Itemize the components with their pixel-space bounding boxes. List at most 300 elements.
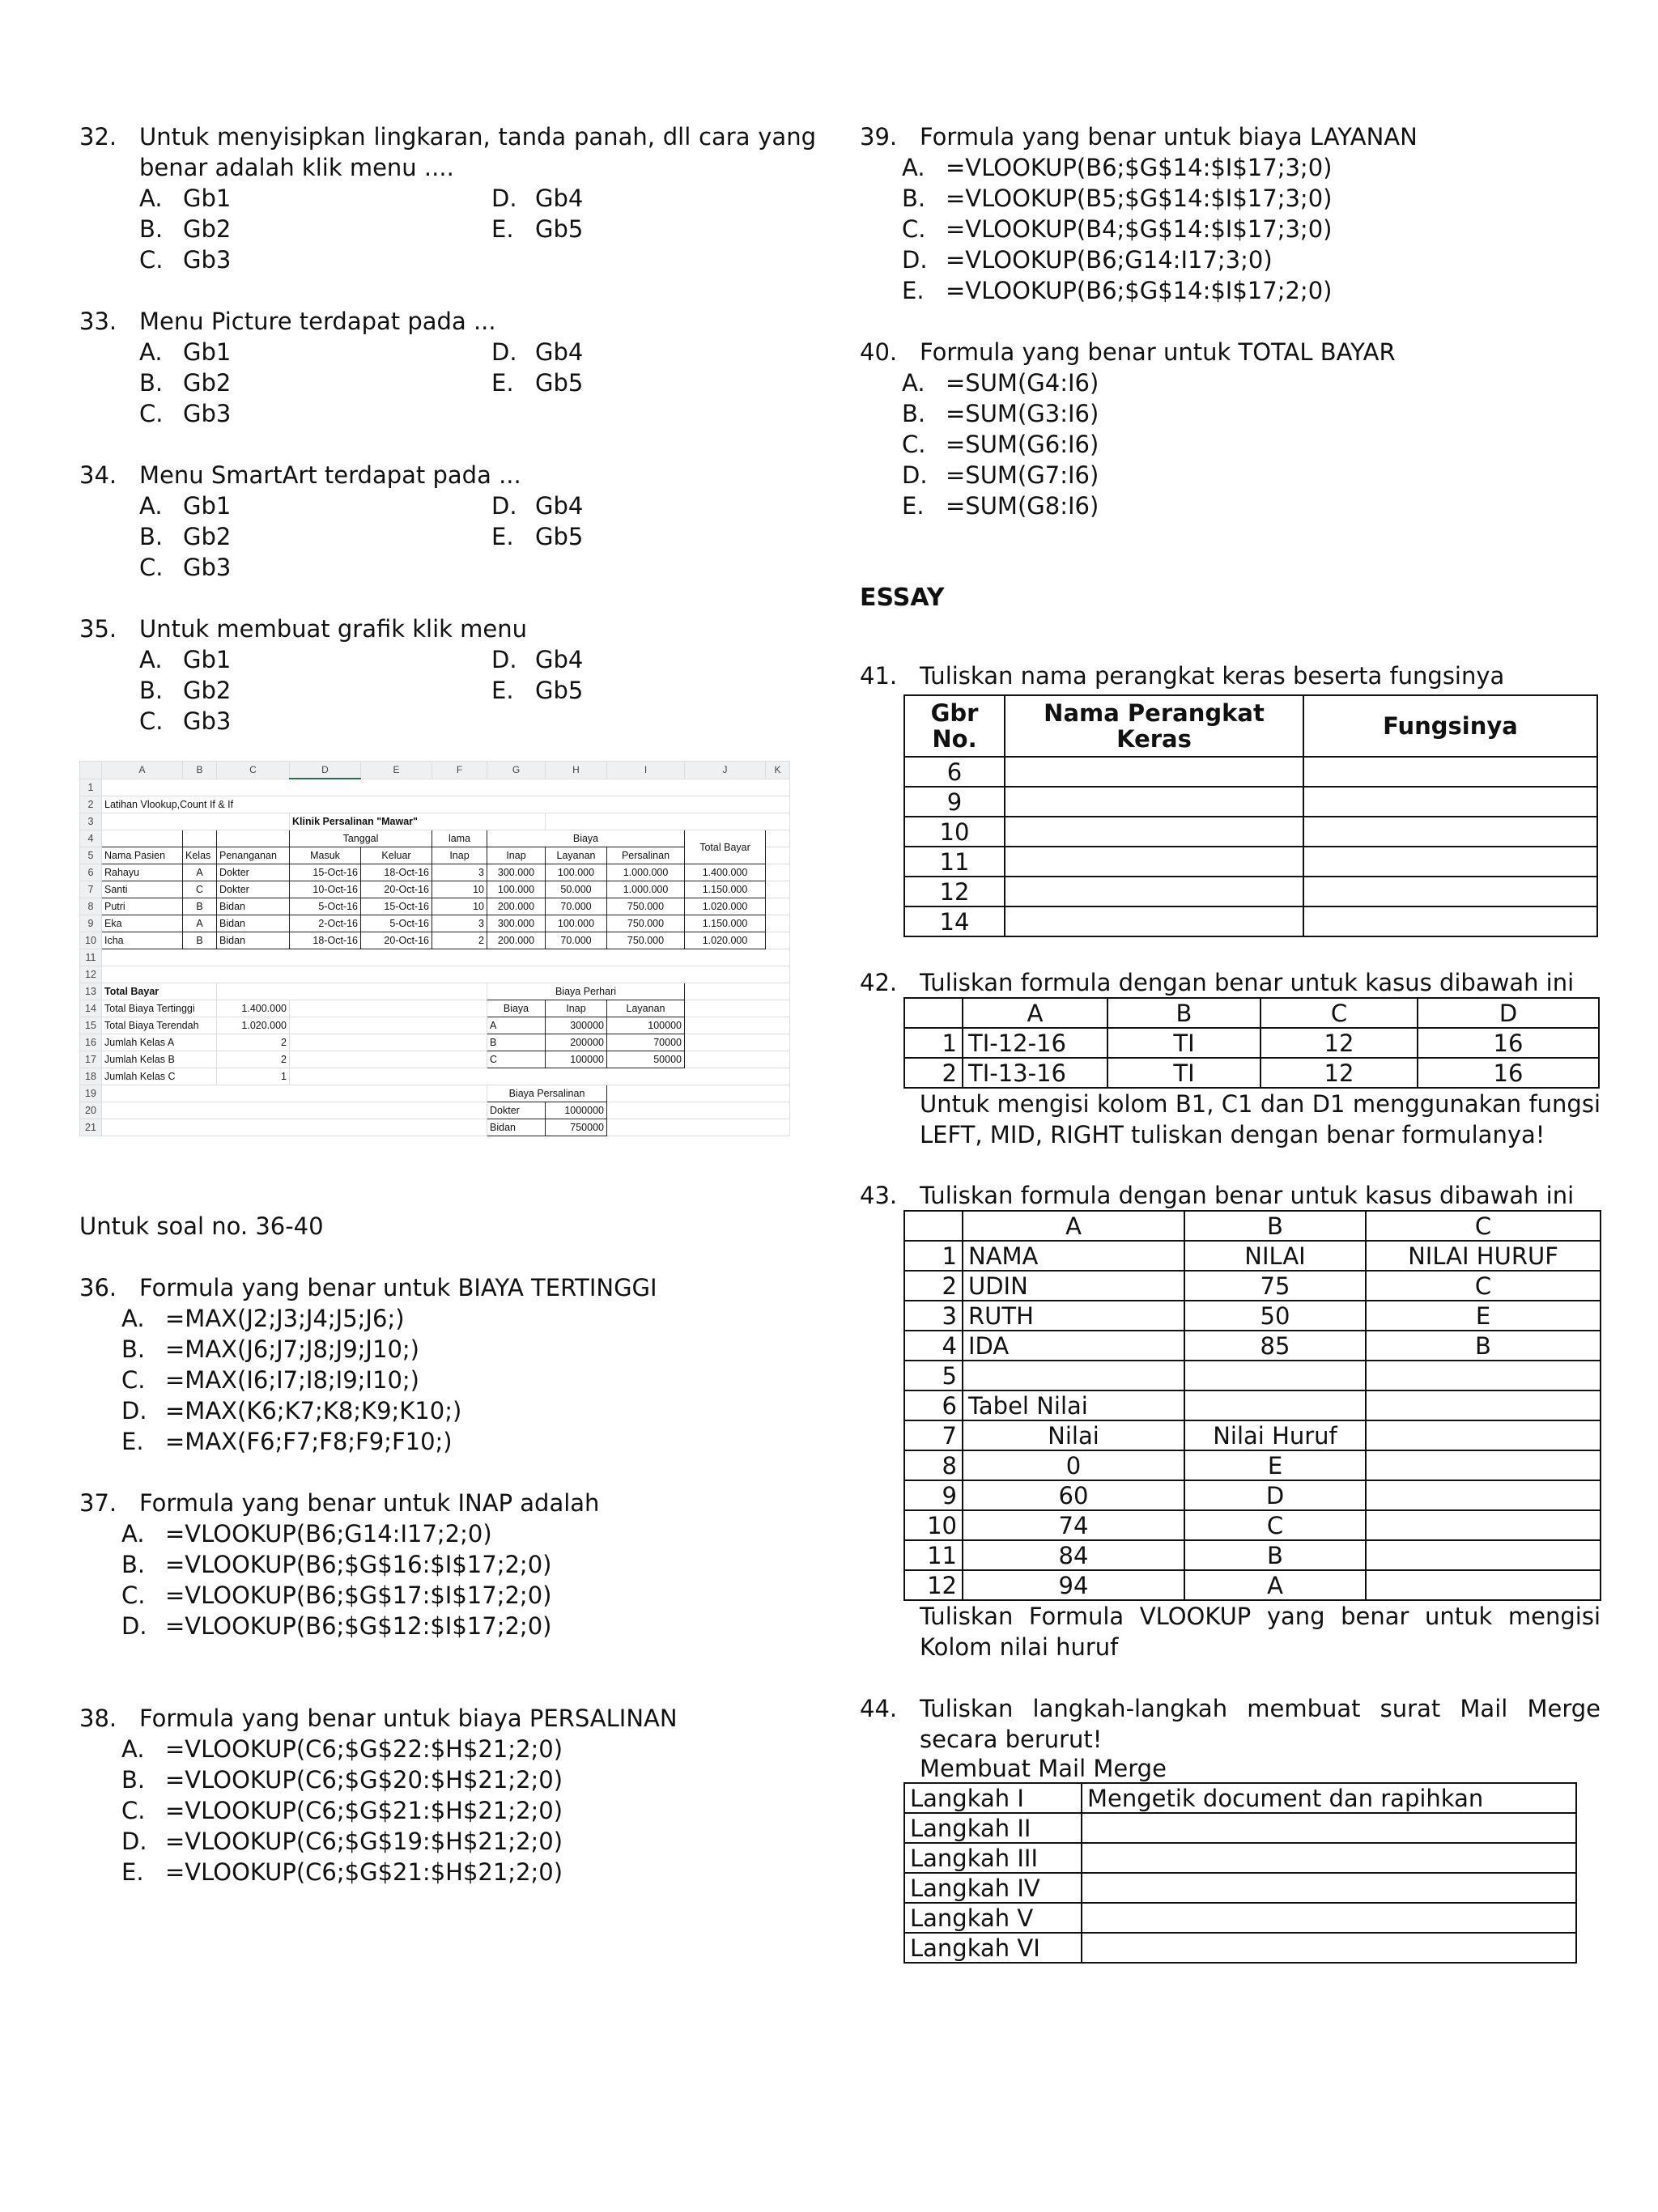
option-letter: B. (121, 1335, 146, 1363)
col-header[interactable]: F (432, 762, 487, 779)
question-text: Tuliskan formula dengan benar untuk kasus dibawah ini (920, 1182, 1575, 1209)
option-letter: C. (121, 1582, 146, 1609)
cell: A (1184, 1570, 1366, 1600)
persalinan-cell: 1000000 (546, 1102, 607, 1119)
cell: Dokter (217, 864, 290, 881)
header-cell: Inap (487, 847, 546, 864)
header-biaya: Biaya (487, 830, 685, 847)
answer-cell[interactable] (1005, 757, 1303, 787)
cell: 5 (904, 1361, 963, 1390)
summary-label: Jumlah Kelas C (102, 1068, 217, 1085)
option-letter: E. (491, 369, 514, 397)
option-letter: A. (139, 338, 163, 366)
cell (102, 949, 790, 966)
table-row (904, 1301, 1601, 1331)
question-text: Tuliskan langkah-langkah membuat surat Mail Merge secara berurut! (920, 1695, 1601, 1753)
col-header[interactable]: H (546, 762, 607, 779)
cell: 750.000 (607, 915, 685, 932)
cell (290, 1068, 790, 1085)
option-text: =SUM(G3:I6) (946, 400, 1099, 427)
cell: 3 (432, 915, 487, 932)
cell: TI-12-16 (963, 1028, 1107, 1058)
cell: 16 (1418, 1058, 1599, 1088)
answer-cell[interactable] (1005, 817, 1303, 847)
perhari-cell: 100000 (607, 1017, 685, 1034)
row-number: 8 (80, 898, 102, 915)
row-number: 12 (80, 966, 102, 983)
option-text: Gb5 (535, 677, 584, 704)
perhari-head: Layanan (607, 1000, 685, 1017)
table-row (904, 1331, 1601, 1361)
cell: 1.000.000 (607, 881, 685, 898)
options (79, 1303, 816, 1457)
question-note: Tuliskan Formula VLOOKUP yang benar untuk mengisi Kolom nilai huruf (920, 1603, 1601, 1661)
cell (290, 1034, 487, 1051)
cell: Langkah I (904, 1783, 1082, 1813)
table-row (904, 1813, 1576, 1843)
table-row (904, 906, 1597, 936)
header-cell: Nama Pasien (102, 847, 183, 864)
question-text: Formula yang benar untuk INAP adalah (139, 1489, 600, 1517)
answer-cell[interactable] (1005, 877, 1303, 906)
option-text: Gb4 (535, 185, 584, 212)
answer-cell[interactable] (1303, 847, 1597, 877)
option-letter: E. (902, 492, 925, 520)
cell: Rahayu (102, 864, 183, 881)
option-text: Gb4 (535, 646, 584, 673)
table-row (904, 1420, 1601, 1450)
cell: 9 (904, 1480, 963, 1510)
answer-cell[interactable] (1005, 787, 1303, 817)
row-number: 11 (80, 949, 102, 966)
perhari-cell: 100000 (546, 1051, 607, 1068)
answer-cell[interactable] (1303, 877, 1597, 906)
section-intro: Untuk soal no. 36-40 (79, 1212, 324, 1240)
cell: B (183, 898, 217, 915)
option-text: Gb3 (183, 554, 232, 581)
table-row (904, 787, 1597, 817)
table-header: C (1366, 1211, 1601, 1241)
header-cell: Keluar (361, 847, 432, 864)
row-number: 9 (80, 915, 102, 932)
question-number: 40. (860, 338, 898, 366)
option-text: Gb5 (535, 215, 584, 243)
cell: 9 (904, 787, 1005, 817)
cell: Santi (102, 881, 183, 898)
cell: 12 (904, 877, 1005, 906)
row-number: 5 (80, 847, 102, 864)
cell (607, 1085, 790, 1102)
option-letter: E. (491, 677, 514, 704)
option-letter: D. (121, 1397, 147, 1424)
option-letter: A. (139, 185, 163, 212)
option-text: =SUM(G6:I6) (946, 431, 1099, 458)
corner-cell (80, 762, 102, 779)
row-number: 18 (80, 1068, 102, 1085)
cell: IDA (963, 1331, 1184, 1361)
cell (1184, 1390, 1366, 1420)
cell: 100.000 (546, 864, 607, 881)
formula-table-43 (903, 1210, 1601, 1601)
table-header: Fungsinya (1303, 695, 1597, 757)
row-number: 10 (80, 932, 102, 949)
left-column (79, 121, 816, 737)
question-number: 32. (79, 123, 117, 151)
option-letter: A. (121, 1735, 145, 1763)
row-number: 19 (80, 1085, 102, 1102)
summary-label: Total Biaya Tertinggi (102, 1000, 217, 1017)
question-text: Tuliskan formula dengan benar untuk kasus dibawah ini (920, 969, 1575, 996)
answer-cell[interactable] (1005, 847, 1303, 877)
cell (1366, 1450, 1601, 1480)
option-letter: D. (121, 1612, 147, 1640)
essay-heading: ESSAY (860, 584, 945, 612)
question-text: Formula yang benar untuk TOTAL BAYAR (920, 338, 1396, 366)
option-letter: A. (139, 492, 163, 520)
option-letter: C. (902, 431, 926, 458)
cell: 7 (904, 1420, 963, 1450)
cell: C (1366, 1271, 1601, 1301)
option-letter: D. (491, 185, 517, 212)
row-number: 2 (80, 796, 102, 813)
option-letter: B. (902, 185, 926, 212)
option-text: =VLOOKUP(B6;G14:I17;3;0) (946, 246, 1273, 274)
option-text: =VLOOKUP(B5;$G$14:$I$17;3;0) (946, 185, 1333, 212)
hardware-table (903, 694, 1598, 937)
option-text: =MAX(I6;I7;I8;I9;I10;) (165, 1366, 419, 1394)
cell: Langkah V (904, 1903, 1082, 1933)
cell: 200.000 (487, 898, 546, 915)
cell: Bidan (217, 932, 290, 949)
perhari-title: Biaya Perhari (487, 983, 685, 1000)
answer-cell[interactable] (1303, 906, 1597, 936)
table-row (904, 877, 1597, 906)
cell: Langkah IV (904, 1873, 1082, 1903)
option-letter: D. (902, 461, 928, 489)
cell: 4 (904, 1331, 963, 1361)
cell: 50.000 (546, 881, 607, 898)
summary-value: 1 (217, 1068, 290, 1085)
summary-value: 2 (217, 1034, 290, 1051)
table-row (904, 1361, 1601, 1390)
cell: E (1366, 1301, 1601, 1331)
cell: Langkah II (904, 1813, 1082, 1843)
cell: Tabel Nilai (963, 1390, 1184, 1420)
question-39 (860, 121, 1601, 306)
cell: 10 (904, 1510, 963, 1540)
table-header: D (1418, 998, 1599, 1028)
cell: Nilai (963, 1420, 1184, 1450)
persalinan-title: Biaya Persalinan (487, 1085, 607, 1102)
mail-merge-table (903, 1782, 1577, 1964)
cell: Bidan (217, 898, 290, 915)
option-letter: E. (491, 523, 514, 550)
cell (963, 1361, 1184, 1390)
option-letter: B. (139, 215, 164, 243)
question-text: Formula yang benar untuk BIAYA TERTINGGI (139, 1274, 657, 1301)
col-header[interactable]: A (102, 762, 183, 779)
option-letter: E. (902, 277, 925, 304)
table-row (904, 1450, 1601, 1480)
cell: 2 (432, 932, 487, 949)
question-text: Menu SmartArt terdapat pada ... (139, 461, 521, 489)
question-41 (860, 660, 1601, 937)
cell: 84 (963, 1540, 1184, 1570)
answer-cell[interactable]: Mengetik document dan rapihkan (1082, 1783, 1576, 1813)
cell: UDIN (963, 1271, 1184, 1301)
cell: 75 (1184, 1271, 1366, 1301)
table-row (904, 1241, 1601, 1271)
col-header[interactable]: J (685, 762, 766, 779)
cell: 1.020.000 (685, 898, 766, 915)
question-32 (79, 121, 816, 275)
options (79, 1518, 816, 1641)
option-letter: D. (491, 492, 517, 520)
question-text: Untuk membuat grafik klik menu (139, 615, 528, 643)
option-letter: D. (121, 1828, 147, 1855)
total-bayar-label: Total Bayar (102, 983, 217, 1000)
options (860, 367, 1601, 521)
cell: 20-Oct-16 (361, 881, 432, 898)
table-row (904, 1783, 1576, 1813)
cell: 12 (1261, 1028, 1418, 1058)
table-row (904, 1843, 1576, 1873)
option-letter: D. (902, 246, 928, 274)
cell: Dokter (217, 881, 290, 898)
option-text: Gb2 (183, 215, 232, 243)
question-text: Untuk menyisipkan lingkaran, tanda panah, dll cara yang benar adalah klik menu .... (139, 123, 816, 181)
answer-cell[interactable] (1082, 1933, 1576, 1963)
cell: 11 (904, 1540, 963, 1570)
col-header[interactable]: D (290, 762, 361, 779)
table-row (904, 1510, 1601, 1540)
cell: A (183, 864, 217, 881)
table-row (904, 1271, 1601, 1301)
table-row (904, 817, 1597, 847)
option-text: =VLOOKUP(C6;$G$19:$H$21;2;0) (165, 1828, 563, 1855)
cell: TI (1107, 1028, 1261, 1058)
option-text: =VLOOKUP(B6;G14:I17;2;0) (165, 1520, 492, 1548)
row-number: 1 (80, 779, 102, 796)
left-column-lower (79, 1211, 816, 1887)
table-row (904, 1028, 1599, 1058)
question-number: 34. (79, 461, 117, 489)
cell: 10-Oct-16 (290, 881, 361, 898)
question-44 (860, 1693, 1601, 1964)
table-row (904, 1058, 1599, 1088)
cell: C (183, 881, 217, 898)
option-text: Gb3 (183, 707, 232, 735)
cell (607, 1102, 790, 1119)
answer-cell[interactable] (1082, 1843, 1576, 1873)
row-number: 16 (80, 1034, 102, 1051)
cell: E (1184, 1450, 1366, 1480)
question-34 (79, 460, 816, 583)
col-header[interactable]: B (183, 762, 217, 779)
perhari-cell: 70000 (607, 1034, 685, 1051)
question-43 (860, 1181, 1601, 1662)
option-text: Gb1 (183, 338, 232, 366)
header-cell: Persalinan (607, 847, 685, 864)
cell (102, 966, 790, 983)
question-text: Formula yang benar untuk biaya LAYANAN (920, 123, 1418, 151)
answer-cell[interactable] (1082, 1873, 1576, 1903)
option-letter: C. (139, 246, 164, 274)
row-number: 20 (80, 1102, 102, 1119)
question-42 (860, 968, 1601, 1150)
row-number: 17 (80, 1051, 102, 1068)
cell (766, 915, 790, 932)
cell (290, 1051, 487, 1068)
cell: 12 (1261, 1058, 1418, 1088)
option-letter: B. (139, 523, 164, 550)
option-text: Gb3 (183, 246, 232, 274)
cell: NILAI (1184, 1241, 1366, 1271)
option-letter: A. (139, 646, 163, 673)
cell (607, 1119, 790, 1136)
question-number: 39. (860, 123, 898, 151)
cell: 14 (904, 906, 1005, 936)
option-letter: A. (902, 154, 925, 181)
cell (685, 1051, 790, 1068)
question-number: 36. (79, 1274, 117, 1301)
cell: Bidan (217, 915, 290, 932)
option-letter: B. (121, 1551, 146, 1578)
answer-cell[interactable] (1005, 906, 1303, 936)
question-text: Formula yang benar untuk biaya PERSALINAN (139, 1705, 678, 1732)
perhari-cell: C (487, 1051, 546, 1068)
persalinan-cell: Bidan (487, 1119, 546, 1136)
header-cell: Layanan (546, 847, 607, 864)
cell: 70.000 (546, 898, 607, 915)
cell: 5-Oct-16 (361, 915, 432, 932)
table-header: C (1261, 998, 1418, 1028)
col-header[interactable]: K (766, 762, 790, 779)
header-lama: lama (432, 830, 487, 847)
table-header: A (963, 1211, 1184, 1241)
row-number: 13 (80, 983, 102, 1000)
row-number: 21 (80, 1119, 102, 1136)
col-header[interactable]: G (487, 762, 546, 779)
col-header[interactable]: C (217, 762, 290, 779)
cell: 750.000 (607, 898, 685, 915)
perhari-cell: 200000 (546, 1034, 607, 1051)
table-caption: Membuat Mail Merge (920, 1755, 1167, 1782)
right-column (860, 121, 1601, 1964)
cell (102, 1102, 487, 1119)
cell: 8 (904, 1450, 963, 1480)
answer-cell[interactable] (1303, 787, 1597, 817)
perhari-cell: 50000 (607, 1051, 685, 1068)
cell: Putri (102, 898, 183, 915)
cell: 15-Oct-16 (290, 864, 361, 881)
question-38 (79, 1703, 816, 1887)
col-header[interactable]: I (607, 762, 685, 779)
option-text: Gb4 (535, 338, 584, 366)
question-number: 41. (860, 662, 898, 690)
cell: B (1366, 1331, 1601, 1361)
cell: Langkah III (904, 1843, 1082, 1873)
cell (1366, 1390, 1601, 1420)
table-row (904, 1540, 1601, 1570)
header-cell: Penanganan (217, 847, 290, 864)
cell (102, 830, 183, 847)
cell (183, 830, 217, 847)
option-text: =VLOOKUP(B4;$G$14:$I$17;3;0) (946, 215, 1333, 243)
cell: TI-13-16 (963, 1058, 1107, 1088)
option-text: Gb1 (183, 185, 232, 212)
option-letter: C. (902, 215, 926, 243)
table-row (904, 1903, 1576, 1933)
option-letter: C. (139, 554, 164, 581)
table-header: Gbr No. (904, 695, 1005, 757)
option-text: =VLOOKUP(B6;$G$16:$I$17;2;0) (165, 1551, 552, 1578)
cell: 85 (1184, 1331, 1366, 1361)
question-number: 42. (860, 969, 898, 996)
summary-label: Jumlah Kelas A (102, 1034, 217, 1051)
cell (102, 1085, 487, 1102)
cell: 70.000 (546, 932, 607, 949)
answer-cell[interactable] (1303, 817, 1597, 847)
option-letter: E. (121, 1428, 144, 1455)
cell (1366, 1510, 1601, 1540)
summary-label: Total Biaya Terendah (102, 1017, 217, 1034)
option-text: Gb2 (183, 677, 232, 704)
table-header: B (1184, 1211, 1366, 1241)
table-header: B (1107, 998, 1261, 1028)
table-row (904, 757, 1597, 787)
answer-cell[interactable] (1082, 1903, 1576, 1933)
answer-cell[interactable] (1303, 757, 1597, 787)
header-cell: Kelas (183, 847, 217, 864)
option-text: Gb2 (183, 523, 232, 550)
clinic-title: Klinik Persalinan "Mawar" (290, 813, 546, 830)
perhari-head: Inap (546, 1000, 607, 1017)
data-row (80, 915, 790, 932)
question-number: 37. (79, 1489, 117, 1517)
cell: 0 (963, 1450, 1184, 1480)
cell: B (1184, 1540, 1366, 1570)
col-header[interactable]: E (361, 762, 432, 779)
row-number: 14 (80, 1000, 102, 1017)
cell: 10 (432, 898, 487, 915)
cell (685, 983, 790, 1000)
cell: 2 (904, 1271, 963, 1301)
column-header-row (80, 762, 790, 779)
option-text: =MAX(J6;J7;J8;J9;J10;) (165, 1335, 419, 1363)
options (79, 1734, 816, 1887)
answer-cell[interactable] (1082, 1813, 1576, 1843)
cell: A (183, 915, 217, 932)
cell: NILAI HURUF (1366, 1241, 1601, 1271)
cell (290, 1000, 487, 1017)
cell: 1.000.000 (607, 864, 685, 881)
cell: 60 (963, 1480, 1184, 1510)
option-text: =VLOOKUP(B6;$G$14:$I$17;2;0) (946, 277, 1333, 304)
cell: 16 (1418, 1028, 1599, 1058)
table-row (904, 1570, 1601, 1600)
cell (766, 898, 790, 915)
header-tanggal: Tanggal (290, 830, 432, 847)
cell (217, 830, 290, 847)
cell (766, 847, 790, 864)
question-35 (79, 614, 816, 737)
options (79, 183, 816, 275)
cell (685, 1000, 790, 1017)
option-letter: A. (902, 369, 925, 397)
cell (766, 881, 790, 898)
cell: 300.000 (487, 915, 546, 932)
